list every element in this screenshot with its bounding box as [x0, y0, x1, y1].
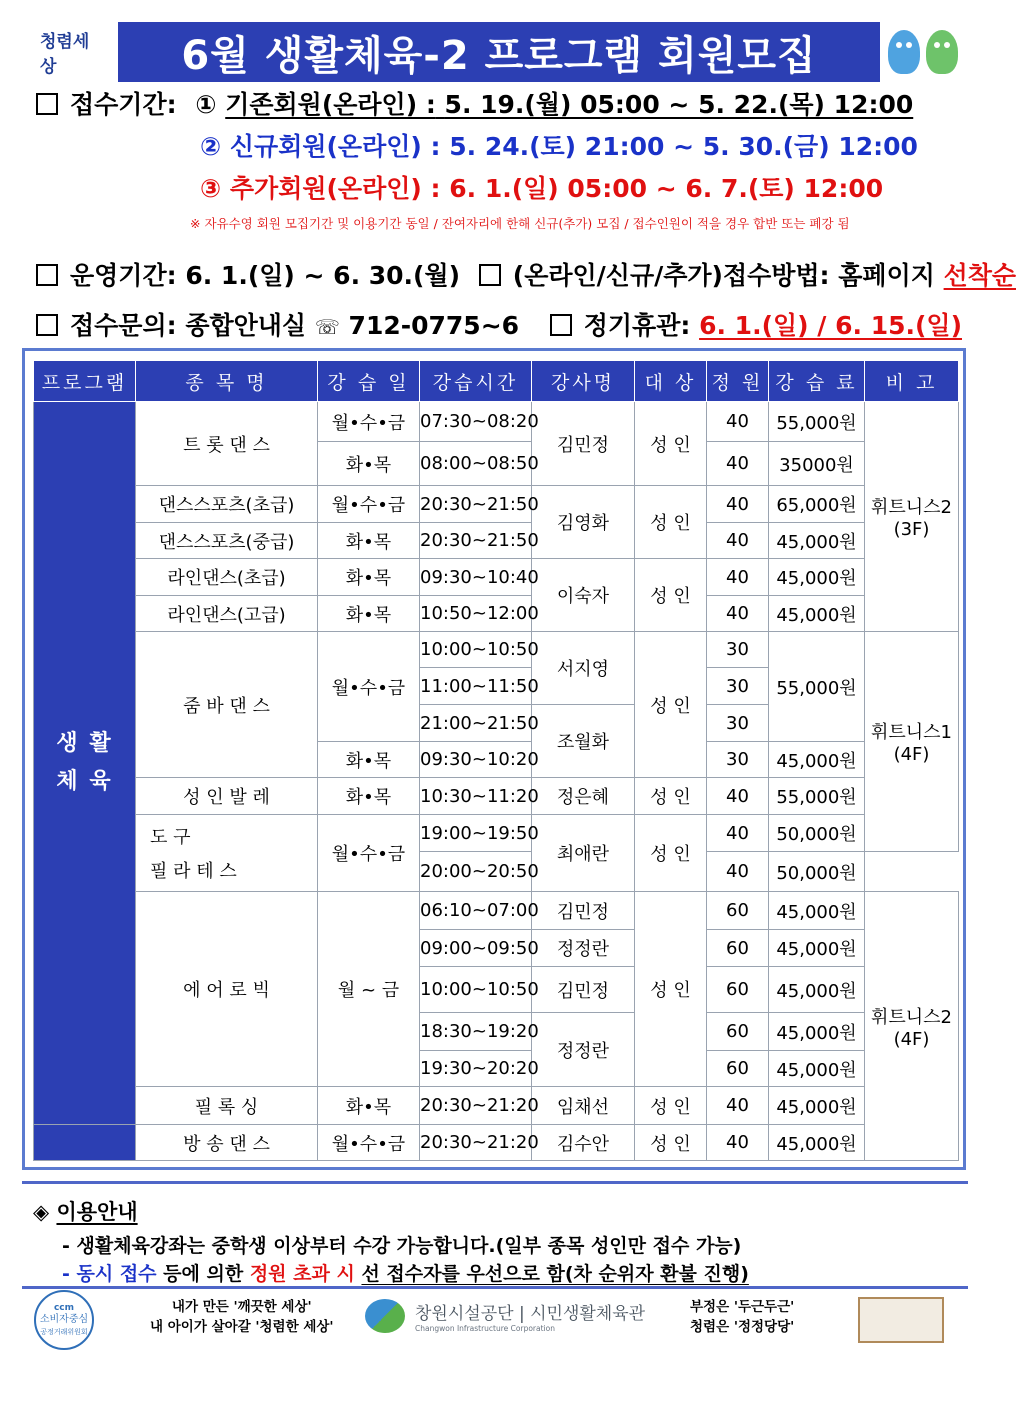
- program-name: 라인댄스(초급): [136, 559, 318, 596]
- column-header: 강 습 일: [318, 361, 420, 402]
- checkbox-icon: [550, 314, 572, 336]
- table-row: 라인댄스(고급) 화•목 10:50~12:00 40 45,000원: [34, 596, 959, 632]
- teacher-name: 최애란: [532, 815, 635, 892]
- checkbox-icon: [36, 264, 58, 286]
- teacher-name: 이숙자: [532, 559, 635, 632]
- cheongryeom-logo: 청렴세상: [40, 32, 90, 77]
- table-row: 성 인 발 레 화•목 10:30~11:20 정은혜 성 인 40 55,000원: [34, 778, 959, 815]
- table-row: 10:00~10:50 김민정 60 45,000원: [34, 967, 959, 1013]
- column-header: 강 습 료: [769, 361, 865, 402]
- column-header: 대 상: [635, 361, 707, 402]
- table-row: 화•목 08:00~08:50 40 35000원: [34, 442, 959, 486]
- table-row: 20:00~20:50 40 50,000원: [34, 852, 959, 892]
- table-row: 화•목 09:30~10:20 30 45,000원: [34, 742, 959, 778]
- mascot-icons: [888, 26, 968, 78]
- mascot-green-icon: [926, 30, 958, 74]
- ccm-badge: ccm 소비자중심 공정거래위원회: [34, 1290, 94, 1350]
- teacher-name: 김수안: [532, 1125, 635, 1161]
- program-name: 댄스스포츠(중급): [136, 523, 318, 559]
- program-name: 필 록 싱: [136, 1087, 318, 1125]
- table-row: 방 송 댄 스 월•수•금 20:30~21:20 김수안 성 인 40 45,000원: [34, 1125, 959, 1161]
- table-row: 댄스스포츠(중급) 화•목 20:30~21:50 40 45,000원: [34, 523, 959, 559]
- table-row: 18:30~19:20 정정란 60 45,000원: [34, 1013, 959, 1051]
- teacher-name: 서지영: [532, 632, 635, 705]
- column-header: 프로그램: [34, 361, 136, 402]
- program-name: 성 인 발 레: [136, 778, 318, 815]
- teacher-name: 김민정: [532, 892, 635, 930]
- table-row: 에 어 로 빅 월 ~ 금 06:10~07:00 김민정 성 인 60 45,000원 휘트니스2 (4F): [34, 892, 959, 930]
- table-row: 11:00~11:50 30: [34, 668, 959, 705]
- guide-title: ◈ 이용안내: [33, 1200, 138, 1224]
- checkbox-icon: [36, 314, 58, 336]
- teacher-name: 김민정: [532, 967, 635, 1013]
- location-note: 휘트니스1 (4F): [865, 632, 959, 852]
- operation-line: 운영기간: 6. 1.(일) ~ 6. 30.(월) (온라인/신규/추가)접수방법: 홈페이지 선착순: [36, 256, 1016, 292]
- table-row: 생 활 체 육 트 롯 댄 스 월•수•금 07:30~08:20 김민정 성 인 40 55,000원 휘트니스2 (3F): [34, 402, 959, 442]
- inquiry-line: 접수문의: 종합안내실 ☏ 712-0775~6 정기휴관: 6. 1.(일) / 6. 15.(일): [36, 306, 962, 342]
- checkbox-icon: [36, 93, 58, 115]
- category-cell: 생 활 체 육: [34, 402, 136, 1125]
- guide-line-2: - 동시 접수 등에 의한 정원 초과 시 선 접수자를 우선으로 함(차 순위자 환불 진행): [62, 1263, 749, 1285]
- program-name: 트 롯 댄 스: [136, 402, 318, 486]
- reception-line-3: ③ 추가회원(온라인) : 6. 1.(일) 05:00 ~ 6. 7.(토) 12:00: [200, 174, 884, 203]
- table-row: 19:30~20:20 60 45,000원: [34, 1051, 959, 1087]
- column-header: 강습시간: [420, 361, 532, 402]
- mascot-blue-icon: [888, 30, 920, 74]
- checkbox-icon: [479, 264, 501, 286]
- location-note: 휘트니스2 (4F): [865, 892, 959, 1161]
- teacher-name: 정정란: [532, 1013, 635, 1087]
- teacher-name: 정정란: [532, 930, 635, 967]
- program-name: 방 송 댄 스: [136, 1125, 318, 1161]
- table-row: 라인댄스(초급) 화•목 09:30~10:40 이숙자 성 인 40 45,000원: [34, 559, 959, 596]
- schedule-table: [33, 360, 959, 1161]
- guide-line-1: - 생활체육강좌는 중학생 이상부터 수강 가능합니다.(일부 종목 성인만 접수 가능): [62, 1235, 742, 1257]
- slogan-right: 부정은 '두근두근' 청렴은 '정정당당': [690, 1299, 795, 1335]
- teacher-name: 김민정: [532, 402, 635, 486]
- column-header: 종 목 명: [136, 361, 318, 402]
- reception-line-2: ② 신규회원(온라인) : 5. 24.(토) 21:00 ~ 5. 30.(금) 12:00: [200, 132, 918, 161]
- table-row: 도 구 필 라 테 스 월•수•금 19:00~19:50 최애란 성 인 40 50,000원: [34, 815, 959, 852]
- column-header: 비 고: [865, 361, 959, 402]
- slogan-left: 내가 만든 '깨끗한 세상' 내 아이가 살아갈 '청렴한 세상': [150, 1299, 334, 1335]
- table-header-row: [34, 361, 959, 402]
- program-name: 라인댄스(고급): [136, 596, 318, 632]
- org-logo: 창원시설공단 | 시민생활체육관 Changwon Infrastructure Corporation: [365, 1296, 665, 1336]
- program-name: 도 구 필 라 테 스: [136, 815, 318, 892]
- table-row: 09:00~09:50 정정란 60 45,000원: [34, 930, 959, 967]
- org-mark-icon: [365, 1299, 405, 1333]
- reception-line-1: 접수기간: ① 기존회원(온라인) : 5. 19.(월) 05:00 ~ 5. 22.(목) 12:00: [36, 85, 913, 121]
- table-row: 줌 바 댄 스 월•수•금 10:00~10:50 서지영 성 인 30 55,000원 휘트니스1 (4F): [34, 632, 959, 668]
- program-name: 줌 바 댄 스: [136, 632, 318, 778]
- column-header: 정 원: [707, 361, 769, 402]
- phone-icon: ☏: [314, 315, 340, 339]
- reception-note: ※ 자유수영 회원 모집기간 및 이용기간 동일 / 잔여자리에 한해 신규(추가) 모집 / 접수인원이 적을 경우 합반 또는 폐강 됨: [190, 216, 850, 231]
- teacher-name: 정은혜: [532, 778, 635, 815]
- location-note: 휘트니스2 (3F): [865, 402, 959, 632]
- teacher-name: 김영화: [532, 486, 635, 559]
- divider: [22, 1181, 968, 1184]
- category-cell: [34, 1125, 136, 1161]
- program-name: 댄스스포츠(초급): [136, 486, 318, 523]
- program-name: 에 어 로 빅: [136, 892, 318, 1087]
- page-title: 6월 생활체육-2 프로그램 회원모집: [118, 22, 880, 82]
- table-row: 21:00~21:50 조월화 30: [34, 705, 959, 742]
- teacher-name: 임채선: [532, 1087, 635, 1125]
- teacher-name: 조월화: [532, 705, 635, 778]
- diamond-icon: ◈: [33, 1200, 50, 1224]
- certificate-seal-icon: [858, 1297, 944, 1343]
- table-row: 댄스스포츠(초급) 월•수•금 20:30~21:50 김영화 성 인 40 65,000원: [34, 486, 959, 523]
- column-header: 강사명: [532, 361, 635, 402]
- divider: [22, 1286, 968, 1289]
- table-row: 필 록 싱 화•목 20:30~21:20 임채선 성 인 40 45,000원: [34, 1087, 959, 1125]
